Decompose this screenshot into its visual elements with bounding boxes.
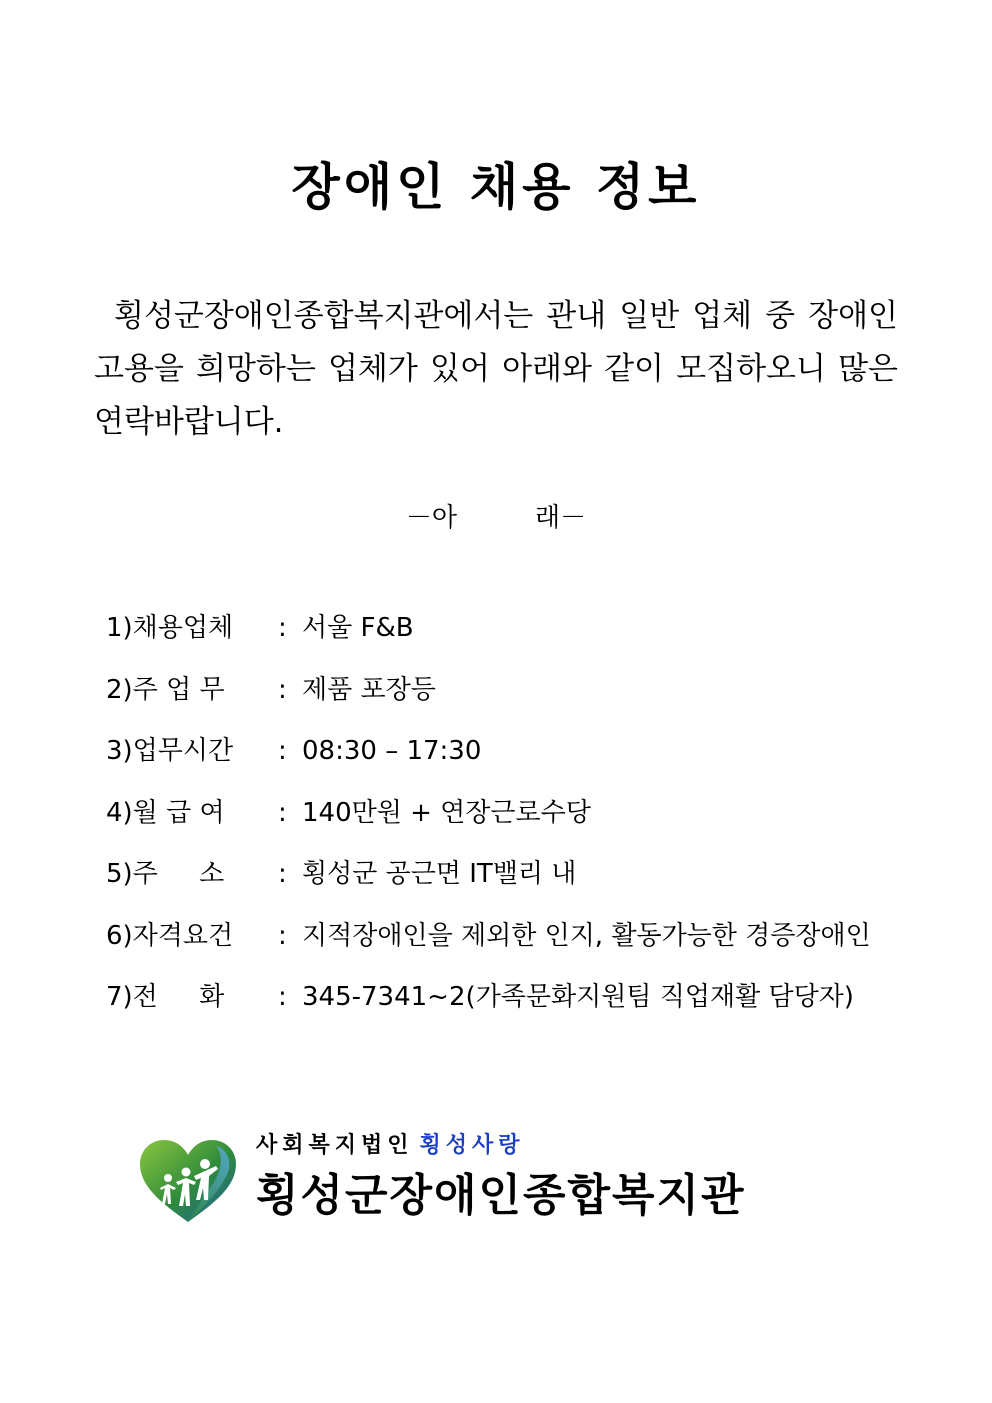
detail-value: 지적장애인을 제외한 인지, 활동가능한 경증장애인 (302, 920, 871, 951)
detail-value: 제품 포장등 (302, 674, 436, 705)
detail-value: 08:30 – 17:30 (302, 736, 482, 766)
detail-separator: : (278, 859, 287, 889)
organization-footer (138, 1126, 838, 1236)
recruitment-details (106, 606, 906, 1037)
detail-work-hours (106, 729, 906, 791)
detail-separator: : (278, 613, 287, 643)
detail-value: 횡성군 공근면 IT밸리 내 (302, 859, 577, 889)
detail-value: 345-7341~2(가족문화지원팀 직업재활 담당자) (302, 982, 854, 1012)
detail-qualification (106, 914, 906, 976)
detail-label: 2)주 업 무 (106, 674, 225, 705)
detail-main-duty (106, 668, 906, 730)
detail-separator: : (278, 982, 287, 1012)
detail-company (106, 606, 906, 668)
detail-value: 140만원 + 연장근로수당 (302, 797, 591, 828)
footer-subtitle-label: 사회복지법인 (256, 1132, 414, 1158)
detail-value: 서울 F&B (302, 613, 414, 643)
page-title: 장애인 채용 정보 (291, 158, 701, 216)
detail-separator: : (278, 674, 287, 705)
footer-subtitle (256, 1128, 525, 1162)
detail-label: 7)전 화 (106, 982, 225, 1012)
detail-label: 1)채용업체 (106, 613, 234, 643)
detail-label: 6)자격요건 (106, 920, 234, 951)
footer-brand-name: 횡성사랑 (419, 1132, 525, 1158)
detail-label: 4)월 급 여 (106, 797, 225, 828)
intro-paragraph: 횡성군장애인종합복지관에서는 관내 일반 업체 중 장애인 고용을 희망하는 업체가 있어 아래와 같이 모집하오니 많은 연락바랍니다. (94, 298, 898, 440)
detail-address (106, 852, 906, 914)
notice-heading: －아 래－ (405, 503, 587, 533)
detail-separator: : (278, 797, 287, 828)
organization-name: 횡성군장애인종합복지관 (256, 1170, 746, 1221)
detail-label: 5)주 소 (106, 859, 225, 889)
detail-label: 3)업무시간 (106, 736, 234, 766)
heart-with-people-logo-icon (138, 1138, 238, 1224)
detail-salary (106, 791, 906, 853)
detail-separator: : (278, 736, 287, 766)
detail-separator: : (278, 920, 287, 951)
detail-phone (106, 975, 906, 1037)
